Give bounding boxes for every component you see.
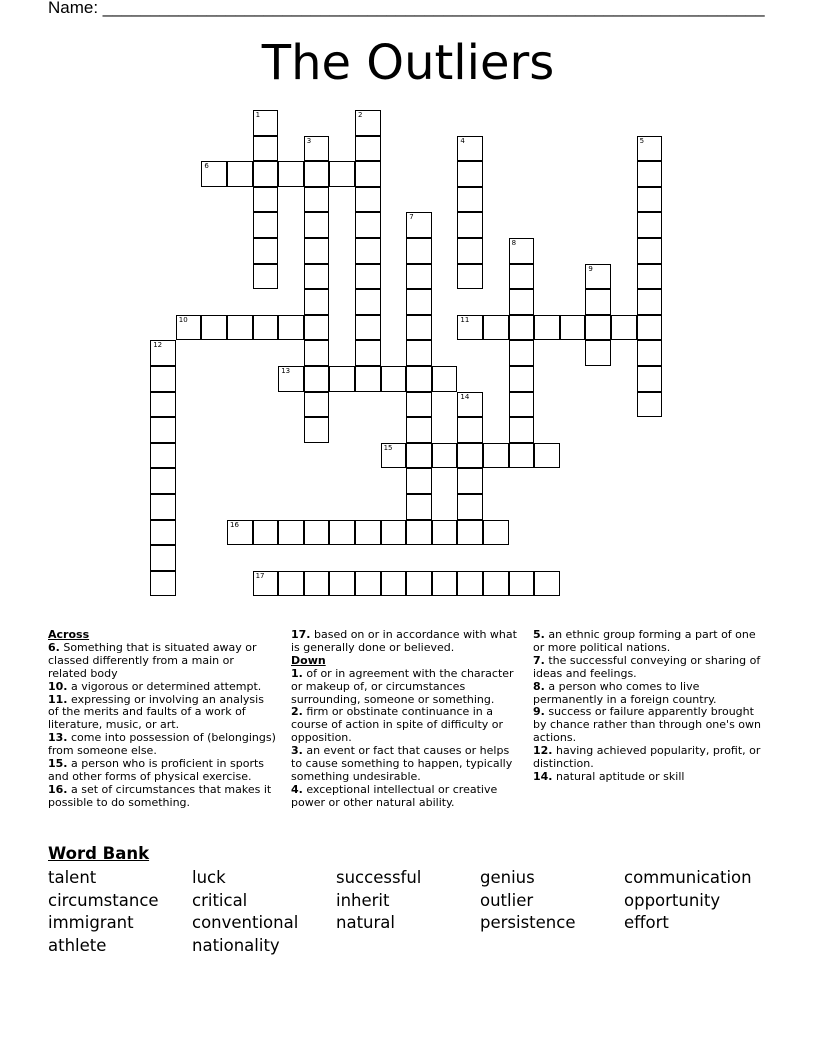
word-bank-item: effort [624,913,669,932]
crossword-cell[interactable] [483,571,509,597]
crossword-cell[interactable] [304,417,330,443]
word-bank-item: persistence [480,913,576,932]
clue-down-1: 1. of or in agreement with the character or makeup of, or circumstances surrounding, someone or something. [291,666,514,706]
crossword-cell[interactable] [150,545,176,571]
crossword-cell[interactable] [457,417,483,443]
word-bank-item: athlete [48,936,107,955]
crossword-cell[interactable] [355,264,381,290]
crossword-cell[interactable] [457,571,483,597]
crossword-cell[interactable] [304,366,330,392]
crossword-cell[interactable] [406,238,432,264]
crossword-cell[interactable] [253,110,279,136]
crossword-cell[interactable] [406,520,432,546]
crossword-cell[interactable] [355,571,381,597]
crossword-cell[interactable] [406,212,432,238]
word-bank-item: successful [336,868,422,887]
crossword-cell[interactable] [432,366,458,392]
crossword-cell[interactable] [355,366,381,392]
clue-number: 12 [153,341,163,350]
crossword-cell[interactable] [637,392,663,418]
crossword-cell[interactable] [637,238,663,264]
crossword-cell[interactable] [253,212,279,238]
clue-across-10: 10. a vigorous or determined attempt. [48,679,262,693]
crossword-cell[interactable] [585,315,611,341]
clue-number: 17 [255,571,265,580]
crossword-cell[interactable] [406,289,432,315]
crossword-cell[interactable] [278,571,304,597]
across-heading: Across [48,628,90,641]
crossword-cell[interactable] [585,340,611,366]
crossword-cell[interactable] [432,520,458,546]
crossword-cell[interactable] [457,392,483,418]
word-bank-item: opportunity [624,891,721,910]
crossword-cell[interactable] [355,161,381,187]
crossword-cell[interactable] [278,315,304,341]
crossword-cell[interactable] [278,520,304,546]
crossword-cell[interactable] [509,366,535,392]
clue-down-2: 2. firm or obstinate continuance in a course of action in spite of difficulty or opposition. [291,705,504,745]
clue-across-11: 11. expressing or involving an analysis of the merits and faults of a work of literature, music, or art. [48,692,264,732]
clue-number: 15 [383,443,393,452]
crossword-cell[interactable] [253,571,279,597]
crossword-cell[interactable] [150,340,176,366]
crossword-cell[interactable] [278,161,304,187]
crossword-cell[interactable] [432,571,458,597]
crossword-cell[interactable] [509,315,535,341]
crossword-cell[interactable] [329,366,355,392]
word-bank-item: talent [48,868,97,887]
crossword-cell[interactable] [150,520,176,546]
crossword-cell[interactable] [611,315,637,341]
word-bank-item: conventional [192,913,299,932]
crossword-cell[interactable] [304,315,330,341]
clue-down-7: 7. the successful conveying or sharing of ideas and feelings. [533,653,761,680]
crossword-cell[interactable] [150,571,176,597]
crossword-cell[interactable] [304,392,330,418]
crossword-cell[interactable] [509,340,535,366]
crossword-cell[interactable] [457,520,483,546]
crossword-cell[interactable] [406,494,432,520]
clue-number: 4 [460,136,465,145]
crossword-cell[interactable] [150,392,176,418]
crossword-cell[interactable] [150,366,176,392]
crossword-cell[interactable] [201,315,227,341]
crossword-cell[interactable] [150,494,176,520]
word-bank-item: communication [624,868,752,887]
clue-number: 16 [230,520,239,529]
clue-number: 11 [460,315,470,324]
crossword-cell[interactable] [509,289,535,315]
crossword-cell[interactable] [355,136,381,162]
crossword-cell[interactable] [227,315,253,341]
crossword-cell[interactable] [457,443,483,469]
word-bank-item: genius [480,868,535,887]
crossword-cell[interactable] [406,340,432,366]
crossword-cell[interactable] [355,187,381,213]
crossword-cell[interactable] [534,315,560,341]
crossword-cell[interactable] [637,212,663,238]
crossword-cell[interactable] [483,520,509,546]
crossword-cell[interactable] [150,417,176,443]
clue-down-12: 12. having achieved popularity, profit, or distinction. [533,744,761,771]
clue-number: 1 [255,111,261,119]
crossword-cell[interactable] [355,238,381,264]
crossword-cell[interactable] [355,315,381,341]
crossword-cell[interactable] [253,264,279,290]
crossword-cell[interactable] [457,494,483,520]
word-bank-item: natural [336,913,395,932]
crossword-cell[interactable] [329,520,355,546]
down-heading: Down [291,653,326,667]
crossword-cell[interactable] [227,520,253,546]
crossword-cell[interactable] [637,161,663,187]
word-bank-item: inherit [336,891,390,910]
crossword-cell[interactable] [457,161,483,187]
clue-number: 10 [178,315,188,324]
clue-down-14: 14. natural aptitude or skill [533,769,685,783]
crossword-cell[interactable] [176,315,202,341]
crossword-cell[interactable] [304,238,330,264]
crossword-cell[interactable] [304,212,330,238]
crossword-cell[interactable] [150,443,176,469]
word-bank-title: Word Bank [48,844,150,863]
clue-number: 2 [358,111,363,119]
clue-number: 8 [511,239,517,247]
crossword-cell[interactable] [304,187,330,213]
clue-number: 13 [281,367,291,375]
clue-number: 5 [639,136,645,145]
crossword-cell[interactable] [227,161,253,187]
crossword-cell[interactable] [355,212,381,238]
crossword-cell[interactable] [406,366,432,392]
crossword-cell[interactable] [585,264,611,290]
clue-number: 3 [306,136,312,145]
clue-across-6: 6. Something that is situated away or classed differently from a main or related body [48,640,257,680]
crossword-cell[interactable] [355,289,381,315]
word-bank-item: outlier [480,891,534,910]
crossword-cell[interactable] [381,520,407,546]
crossword-cell[interactable] [406,571,432,597]
crossword-cell[interactable] [355,520,381,546]
crossword-cell[interactable] [253,520,279,546]
crossword-cell[interactable] [406,315,432,341]
clue-down-4: 4. exceptional intellectual or creative power or other natural ability. [291,782,498,809]
crossword-cell[interactable] [278,366,304,392]
crossword-cell[interactable] [457,468,483,494]
crossword-cell[interactable] [329,571,355,597]
clue-down-9: 9. success or failure apparently brought by chance rather than through one's own actions. [533,705,761,745]
crossword-cell[interactable] [381,571,407,597]
crossword-cell[interactable] [304,340,330,366]
crossword-cell[interactable] [483,315,509,341]
crossword-cell[interactable] [355,110,381,136]
clue-across-15: 15. a person who is proficient in sports and other forms of physical exercise. [48,757,265,783]
crossword-cell[interactable] [304,289,330,315]
crossword-cell[interactable] [304,161,330,187]
crossword-cell[interactable] [253,315,279,341]
crossword-cell[interactable] [201,161,227,187]
crossword-cell[interactable] [560,315,586,341]
crossword-cell[interactable] [457,212,483,238]
crossword-cell[interactable] [406,417,432,443]
crossword-cell[interactable] [509,238,535,264]
crossword-cell[interactable] [457,264,483,290]
clue-across-13: 13. come into possession of (belongings) from someone else. [48,731,276,758]
crossword-cell[interactable] [253,161,279,187]
crossword-cell[interactable] [637,264,663,290]
word-bank-item: critical [192,891,248,910]
crossword-cell[interactable] [637,366,663,392]
crossword-cell[interactable] [509,264,535,290]
crossword-cell[interactable] [381,366,407,392]
crossword-cell[interactable] [355,340,381,366]
name-field-label: Name: ______________________________________________________________________ [48,0,765,17]
word-bank-item: nationality [192,936,280,955]
crossword-cell[interactable] [534,443,560,469]
crossword-cell[interactable] [483,443,509,469]
clue-down-3: 3. an event or fact that causes or helps to cause something to happen, typically something undesirable. [291,744,513,783]
crossword-cell[interactable] [406,468,432,494]
crossword-cell[interactable] [509,417,535,443]
crossword-cell[interactable] [457,238,483,264]
crossword-cell[interactable] [432,443,458,469]
crossword-cell[interactable] [406,264,432,290]
crossword-cell[interactable] [304,520,330,546]
clue-number: 7 [409,213,414,222]
crossword-cell[interactable] [637,187,663,213]
word-bank-item: circumstance [48,891,159,910]
crossword-cell[interactable] [304,136,330,162]
crossword-cell[interactable] [585,289,611,315]
crossword-cell[interactable] [457,315,483,341]
crossword-cell[interactable] [509,392,535,418]
puzzle-title: The Outliers [261,35,555,91]
crossword-cell[interactable] [406,443,432,469]
crossword-cell[interactable] [304,264,330,290]
clue-number: 6 [204,162,209,171]
crossword-cell[interactable] [253,136,279,162]
clue-across-17: 17. based on or in accordance with what is generally done or believed. [291,628,517,654]
clue-number: 9 [588,264,593,273]
crossword-cell[interactable] [637,340,663,366]
crossword-cell[interactable] [457,187,483,213]
clues-column-1 [48,629,276,810]
crossword-cell[interactable] [509,443,535,469]
crossword-cell[interactable] [637,289,663,315]
clue-number: 14 [460,392,470,401]
word-bank-item: immigrant [48,913,134,932]
crossword-cell[interactable] [253,238,279,264]
clues-column-2 [291,629,519,810]
crossword-cell[interactable] [457,136,483,162]
crossword-cell[interactable] [406,392,432,418]
crossword-cell[interactable] [509,571,535,597]
crossword-cell[interactable] [253,187,279,213]
clue-down-5: 5. an ethnic group forming a part of one or more political nations. [533,628,756,654]
crossword-cell[interactable] [150,468,176,494]
crossword-cell[interactable] [304,571,330,597]
word-bank-item: luck [192,868,226,887]
crossword-cell[interactable] [381,443,407,469]
crossword-cell[interactable] [637,136,663,162]
crossword-cell[interactable] [329,161,355,187]
clues-column-3 [533,629,761,784]
clue-across-16: 16. a set of circumstances that makes it possible to do something. [48,782,272,809]
crossword-cell[interactable] [534,571,560,597]
clue-down-8: 8. a person who comes to live permanently in a foreign country. [533,679,717,706]
crossword-cell[interactable] [637,315,663,341]
